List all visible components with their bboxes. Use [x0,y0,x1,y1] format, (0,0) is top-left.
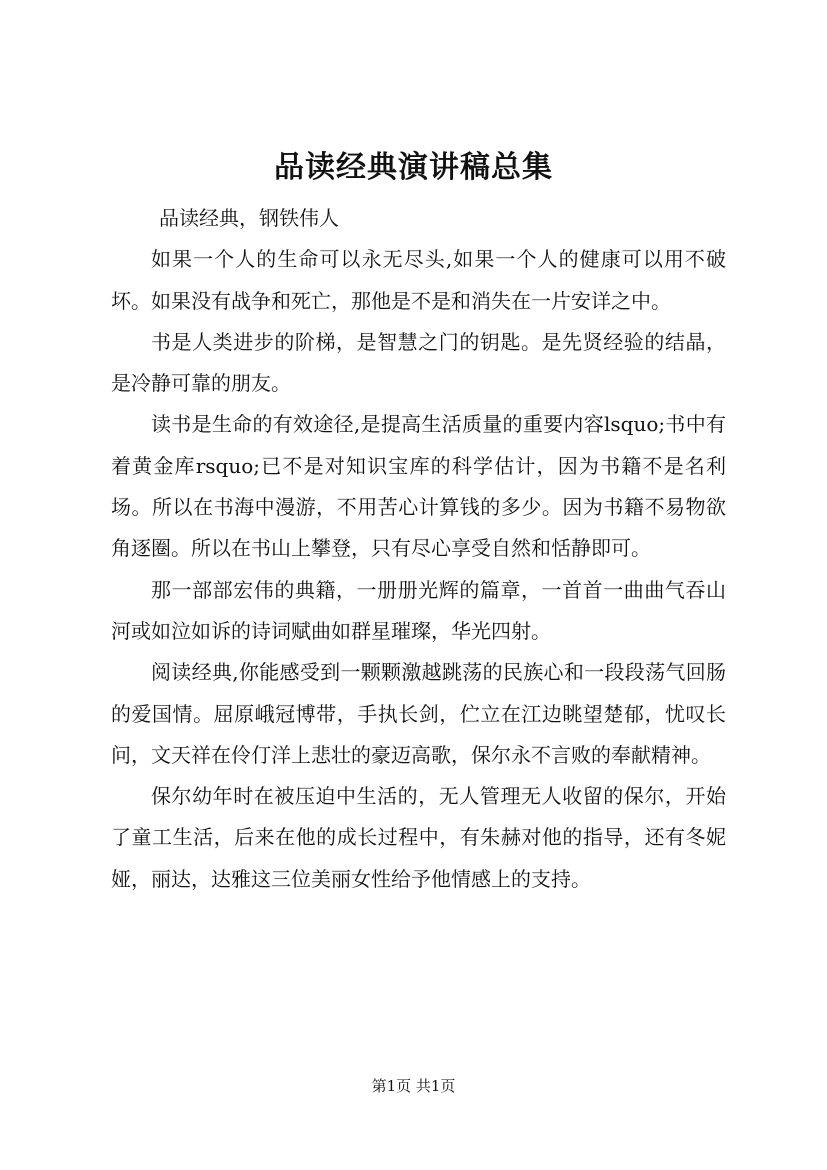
paragraph-1: 如果一个人的生命可以永无尽头,如果一个人的健康可以用不破坏。如果没有战争和死亡，那他是不是和消失在一片安详之中。 [111,247,726,313]
page-footer: 第1页 共1页 [371,1077,456,1095]
paragraph-5: 阅读经典,你能感受到一颗颗激越跳荡的民族心和一段段荡气回肠的爱国情。屈原峨冠博带，手执长剑，伫立在江边眺望楚郁，忧叹长问，文天祥在伶仃洋上悲壮的豪迈高歌，保尔永不言败的奉献精神。 [111,660,726,767]
paragraph-3: 读书是生命的有效途径,是提高生活质量的重要内容lsquo;书中有着黄金库rsquo;已不是对知识宝库的科学估计，因为书籍不是名利场。所以在书海中漫游，不用苦心计算钱的多少。因为书籍不易物欲角逐圈。所以在书山上攀登，只有尽心享受自然和恬静即可。 [111,412,726,561]
document-body [111,198,726,900]
document-title: 品读经典演讲稿总集 [274,150,553,185]
paragraph-4: 那一部部宏伟的典籍，一册册光辉的篇章，一首首一曲曲气吞山河或如泣如诉的诗词赋曲如群星璀璨，华光四射。 [111,577,726,643]
paragraph-6: 保尔幼年时在被压迫中生活的，无人管理无人收留的保尔，开始了童工生活，后来在他的成长过程中，有朱赫对他的指导，还有冬妮娅，丽达，达雅这三位美丽女性给予他情感上的支持。 [111,784,726,891]
paragraph-2: 书是人类进步的阶梯，是智慧之门的钥匙。是先贤经验的结晶，是冷静可靠的朋友。 [111,329,726,396]
document-subtitle: 品读经典，钢铁伟人 [159,206,339,230]
